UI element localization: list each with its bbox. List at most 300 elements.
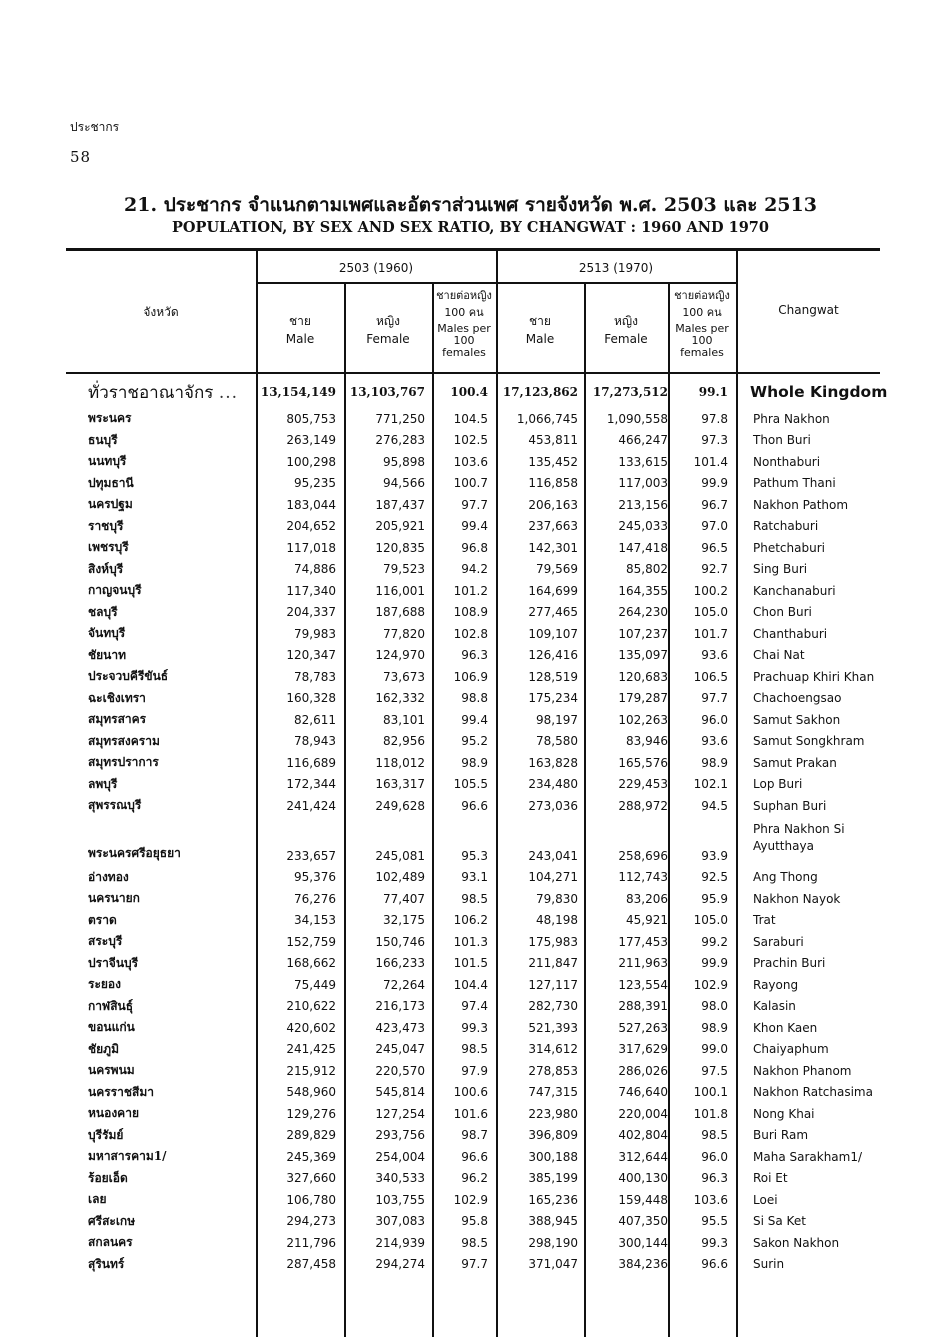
ratio-1970: 98.5 bbox=[701, 1128, 728, 1143]
table-row bbox=[66, 1060, 881, 1082]
ratio-1970: 99.0 bbox=[701, 1042, 728, 1057]
male-1970: 175,234 bbox=[528, 691, 578, 706]
female-1960: 187,437 bbox=[375, 497, 425, 512]
female-1970: 384,236 bbox=[618, 1257, 668, 1272]
header-ratio-english-2: 100 bbox=[453, 334, 475, 347]
ratio-1960: 98.5 bbox=[461, 1042, 488, 1057]
female-1970: 312,644 bbox=[618, 1149, 668, 1164]
female-1960: 249,628 bbox=[375, 798, 425, 813]
changwat-thai-cell bbox=[66, 623, 256, 645]
table-row bbox=[66, 1146, 881, 1168]
changwat-thai: พระนครศรีอยุธยา bbox=[88, 845, 181, 860]
changwat-thai: อ่างทอง bbox=[88, 869, 129, 884]
changwat-english: Loei bbox=[753, 1192, 778, 1207]
female-1970: 400,130 bbox=[618, 1171, 668, 1186]
changwat-thai: ลพบุรี bbox=[88, 776, 118, 791]
male-1970: 282,730 bbox=[528, 999, 578, 1014]
male-1970: 521,393 bbox=[528, 1020, 578, 1035]
male-1970: 116,858 bbox=[528, 476, 578, 491]
changwat-thai: เลย bbox=[88, 1192, 107, 1207]
ratio-1960: 102.9 bbox=[453, 1192, 488, 1207]
changwat-thai-cell bbox=[66, 580, 256, 602]
changwat-thai-cell bbox=[66, 996, 256, 1018]
changwat-english: Chachoengsao bbox=[753, 691, 842, 706]
changwat-english: Nakhon Nayok bbox=[753, 891, 841, 906]
male-1960: 204,652 bbox=[286, 519, 336, 534]
female-1970: 264,230 bbox=[618, 605, 668, 620]
male-1970: 211,847 bbox=[528, 956, 578, 971]
ratio-1970: 99.3 bbox=[701, 1235, 728, 1250]
table-row bbox=[66, 645, 881, 667]
whole-kingdom-row bbox=[66, 376, 881, 408]
header-female-1970 bbox=[584, 315, 668, 346]
table-row bbox=[66, 1168, 881, 1190]
female-1960: 118,012 bbox=[375, 755, 425, 770]
table-title-thai: 21. ประชากร จำแนกตามเพศและอัตราส่วนเพศ รายจังหวัด พ.ศ. 2503 และ 2513 bbox=[124, 194, 817, 216]
changwat-english: Pathum Thani bbox=[753, 476, 836, 491]
changwat-thai: มหาสารคาม1/ bbox=[88, 1149, 167, 1164]
ratio-1970: 105.0 bbox=[693, 913, 728, 928]
male-1960: 241,424 bbox=[286, 798, 336, 813]
female-1970: 147,418 bbox=[618, 540, 668, 555]
changwat-english: Prachuap Khiri Khan bbox=[753, 669, 875, 684]
male-1970: 135,452 bbox=[528, 454, 578, 469]
changwat-thai: ระยอง bbox=[88, 977, 121, 992]
changwat-thai: นครนายก bbox=[88, 891, 140, 906]
population-table bbox=[66, 376, 888, 1275]
changwat-thai-cell bbox=[66, 1146, 256, 1168]
male-1970: 1,066,745 bbox=[516, 411, 578, 426]
changwat-thai-cell bbox=[66, 931, 256, 953]
changwat-english: Kalasin bbox=[753, 999, 796, 1014]
male-1960: 76,276 bbox=[294, 891, 336, 906]
header-ratio-english-3: females bbox=[442, 346, 486, 359]
changwat-thai: ชัยนาท bbox=[88, 647, 127, 662]
changwat-thai-cell bbox=[66, 1168, 256, 1190]
female-1970: 220,004 bbox=[618, 1106, 668, 1121]
table-row bbox=[66, 623, 881, 645]
header-female-thai: หญิง bbox=[376, 314, 400, 328]
changwat-english: Sing Buri bbox=[753, 562, 808, 577]
changwat-english: Phra Nakhon bbox=[753, 411, 830, 426]
female-1970: 211,963 bbox=[618, 956, 668, 971]
female-1960: 245,081 bbox=[375, 848, 425, 863]
male-1960: 294,273 bbox=[286, 1214, 336, 1229]
changwat-thai-cell bbox=[66, 516, 256, 538]
male-1970: 385,199 bbox=[528, 1171, 578, 1186]
changwat-thai-cell bbox=[66, 1211, 256, 1233]
table-row bbox=[66, 817, 881, 867]
male-1960: 95,376 bbox=[294, 870, 336, 885]
ratio-1960: 99.4 bbox=[461, 519, 488, 534]
female-1960: 214,939 bbox=[375, 1235, 425, 1250]
female-1970: 229,453 bbox=[618, 777, 668, 792]
female-1970: 407,350 bbox=[618, 1214, 668, 1229]
changwat-thai-cell bbox=[66, 688, 256, 710]
changwat-english: Khon Kaen bbox=[753, 1020, 818, 1035]
changwat-thai: ประจวบคีรีขันธ์ bbox=[88, 669, 169, 684]
changwat-thai: เพชรบุรี bbox=[88, 540, 129, 555]
changwat-thai-cell bbox=[66, 795, 256, 817]
female-1960: 294,274 bbox=[375, 1257, 425, 1272]
header-bottom-rule bbox=[66, 372, 880, 374]
changwat-english: Chon Buri bbox=[753, 605, 812, 620]
changwat-thai: สุพรรณบุรี bbox=[88, 798, 142, 813]
female-1960: 77,407 bbox=[383, 891, 425, 906]
changwat-thai: สมุทรสงคราม bbox=[88, 733, 160, 748]
changwat-thai: ธนบุรี bbox=[88, 432, 118, 447]
table-row bbox=[66, 752, 881, 774]
female-1960: 73,673 bbox=[383, 669, 425, 684]
female-1970: 466,247 bbox=[618, 433, 668, 448]
table-row bbox=[66, 888, 881, 910]
ratio-1960: 95.8 bbox=[461, 1214, 488, 1229]
table-row bbox=[66, 494, 881, 516]
table-row bbox=[66, 1103, 881, 1125]
male-1970: 78,580 bbox=[536, 734, 578, 749]
ratio-1970: 95.9 bbox=[701, 891, 728, 906]
female-1960: 276,283 bbox=[375, 433, 425, 448]
changwat-thai-cell bbox=[66, 1189, 256, 1211]
male-1960: 152,759 bbox=[286, 934, 336, 949]
male-1970: 128,519 bbox=[528, 669, 578, 684]
ratio-1960: 104.5 bbox=[453, 411, 488, 426]
female-1970: 83,946 bbox=[626, 734, 668, 749]
header-year-1960: 2503 (1960) bbox=[338, 261, 414, 275]
ratio-1970: 100.2 bbox=[693, 583, 728, 598]
ratio-1970: 99.9 bbox=[701, 956, 728, 971]
header-male-1970 bbox=[496, 315, 584, 346]
female-1970: 120,683 bbox=[618, 669, 668, 684]
female-1960: 127,254 bbox=[375, 1106, 425, 1121]
leader-dots: ... bbox=[218, 382, 239, 403]
changwat-english: Chai Nat bbox=[753, 648, 805, 663]
changwat-thai-cell bbox=[66, 752, 256, 774]
female-1960: 205,921 bbox=[375, 519, 425, 534]
ratio-1970: 94.5 bbox=[701, 798, 728, 813]
ratio-1970: 93.6 bbox=[701, 648, 728, 663]
changwat-english: Phetchaburi bbox=[753, 540, 825, 555]
male-1970: 48,198 bbox=[536, 913, 578, 928]
female-1970: 45,921 bbox=[626, 913, 668, 928]
changwat-english: Thon Buri bbox=[753, 433, 811, 448]
male-1960: 420,602 bbox=[286, 1020, 336, 1035]
table-row bbox=[66, 709, 881, 731]
male-1960: 116,689 bbox=[286, 755, 336, 770]
female-1970: 286,026 bbox=[618, 1063, 668, 1078]
changwat-thai-cell bbox=[66, 376, 256, 408]
changwat-thai-cell bbox=[66, 953, 256, 975]
ratio-1960: 98.7 bbox=[461, 1128, 488, 1143]
ratio-1960: 95.3 bbox=[461, 848, 488, 863]
changwat-english: Chanthaburi bbox=[753, 626, 828, 641]
changwat-english: Surin bbox=[753, 1257, 785, 1272]
ratio-1960: 106.9 bbox=[453, 669, 488, 684]
table-row bbox=[66, 1254, 881, 1276]
changwat-thai-cell bbox=[66, 817, 256, 867]
header-male-thai: ชาย bbox=[289, 314, 311, 328]
header-changwat-english: Changwat bbox=[778, 303, 839, 317]
page-number: 58 bbox=[70, 148, 92, 166]
male-1970: 79,569 bbox=[536, 562, 578, 577]
header-ratio-english: Males per bbox=[675, 322, 729, 335]
male-1970: 17,123,862 bbox=[502, 385, 578, 399]
header-ratio-english: Males per bbox=[437, 322, 491, 335]
male-1970: 234,480 bbox=[528, 777, 578, 792]
male-1960: 204,337 bbox=[286, 605, 336, 620]
table-row bbox=[66, 774, 881, 796]
changwat-thai-cell bbox=[66, 1082, 256, 1104]
female-1960: 245,047 bbox=[375, 1042, 425, 1057]
ratio-1960: 101.6 bbox=[453, 1106, 488, 1121]
table-row bbox=[66, 1125, 881, 1147]
table-row bbox=[66, 731, 881, 753]
ratio-1960: 97.4 bbox=[461, 999, 488, 1014]
male-1970: 104,271 bbox=[528, 870, 578, 885]
table-row bbox=[66, 1082, 881, 1104]
changwat-thai-cell bbox=[66, 1232, 256, 1254]
changwat-thai: ศรีสะเกษ bbox=[88, 1213, 136, 1228]
changwat-english: Ratchaburi bbox=[753, 519, 819, 534]
male-1960: 100,298 bbox=[286, 454, 336, 469]
changwat-thai: ร้อยเอ็ด bbox=[88, 1170, 128, 1185]
female-1960: 79,523 bbox=[383, 562, 425, 577]
header-changwat-thai: จังหวัด bbox=[143, 305, 179, 319]
male-1960: 117,340 bbox=[286, 583, 336, 598]
changwat-thai: กาญจนบุรี bbox=[88, 583, 142, 598]
female-1970: 17,273,512 bbox=[592, 385, 668, 399]
header-female-english: Female bbox=[604, 332, 648, 346]
male-1960: 120,347 bbox=[286, 648, 336, 663]
female-1970: 135,097 bbox=[618, 648, 668, 663]
male-1970: 223,980 bbox=[528, 1106, 578, 1121]
female-1970: 402,804 bbox=[618, 1128, 668, 1143]
ratio-1960: 98.5 bbox=[461, 1235, 488, 1250]
changwat-thai: สมุทรสาคร bbox=[88, 712, 147, 727]
header-female-english: Female bbox=[366, 332, 410, 346]
changwat-english: Roi Et bbox=[753, 1171, 788, 1186]
male-1960: 79,983 bbox=[294, 626, 336, 641]
changwat-thai-cell bbox=[66, 910, 256, 932]
ratio-1970: 97.0 bbox=[701, 519, 728, 534]
header-ratio-1970 bbox=[668, 290, 736, 359]
male-1960: 95,235 bbox=[294, 476, 336, 491]
male-1960: 34,153 bbox=[294, 913, 336, 928]
female-1960: 124,970 bbox=[375, 648, 425, 663]
male-1960: 172,344 bbox=[286, 777, 336, 792]
changwat-english: Sakon Nakhon bbox=[753, 1235, 840, 1250]
female-1960: 166,233 bbox=[375, 956, 425, 971]
changwat-thai-cell bbox=[66, 1039, 256, 1061]
female-1960: 307,083 bbox=[375, 1214, 425, 1229]
changwat-thai: นนทบุรี bbox=[88, 454, 127, 469]
female-1970: 102,263 bbox=[618, 712, 668, 727]
male-1970: 127,117 bbox=[528, 977, 578, 992]
female-1960: 77,820 bbox=[383, 626, 425, 641]
changwat-thai: สระบุรี bbox=[88, 934, 123, 949]
ratio-1960: 106.2 bbox=[453, 913, 488, 928]
ratio-1970: 102.1 bbox=[693, 777, 728, 792]
ratio-1960: 98.8 bbox=[461, 691, 488, 706]
table-row bbox=[66, 974, 881, 996]
male-1960: 168,662 bbox=[286, 956, 336, 971]
female-1970: 164,355 bbox=[618, 583, 668, 598]
female-1960: 150,746 bbox=[375, 934, 425, 949]
ratio-1970: 96.3 bbox=[701, 1171, 728, 1186]
female-1970: 83,206 bbox=[626, 891, 668, 906]
male-1970: 273,036 bbox=[528, 798, 578, 813]
female-1970: 213,156 bbox=[618, 497, 668, 512]
male-1960: 233,657 bbox=[286, 848, 336, 863]
ratio-1970: 93.9 bbox=[701, 848, 728, 863]
female-1960: 82,956 bbox=[383, 734, 425, 749]
ratio-1960: 96.2 bbox=[461, 1171, 488, 1186]
changwat-english: Ang Thong bbox=[753, 870, 818, 885]
female-1960: 94,566 bbox=[383, 476, 425, 491]
changwat-thai: ฉะเชิงเทรา bbox=[88, 690, 146, 705]
table-row bbox=[66, 559, 881, 581]
ratio-1960: 100.4 bbox=[450, 385, 488, 399]
changwat-thai: นครราชสีมา bbox=[88, 1084, 154, 1099]
table-row bbox=[66, 795, 881, 817]
male-1970: 396,809 bbox=[528, 1128, 578, 1143]
ratio-1970: 96.0 bbox=[701, 712, 728, 727]
male-1960: 289,829 bbox=[286, 1128, 336, 1143]
female-1970: 258,696 bbox=[618, 848, 668, 863]
ratio-1960: 97.7 bbox=[461, 1257, 488, 1272]
ratio-1960: 102.8 bbox=[453, 626, 488, 641]
female-1970: 177,453 bbox=[618, 934, 668, 949]
changwat-thai-cell bbox=[66, 473, 256, 495]
header-ratio-thai: ชายต่อหญิง bbox=[436, 289, 492, 302]
changwat-english: Samut Sakhon bbox=[753, 712, 841, 727]
female-1960: 95,898 bbox=[383, 454, 425, 469]
male-1970: 142,301 bbox=[528, 540, 578, 555]
changwat-thai-cell bbox=[66, 1254, 256, 1276]
changwat-english: Kanchanaburi bbox=[753, 583, 836, 598]
female-1960: 102,489 bbox=[375, 870, 425, 885]
header-male-english: Male bbox=[285, 332, 315, 346]
changwat-thai: สกลนคร bbox=[88, 1235, 133, 1250]
ratio-1960: 95.2 bbox=[461, 734, 488, 749]
ratio-1960: 98.9 bbox=[461, 755, 488, 770]
table-row bbox=[66, 1189, 881, 1211]
changwat-thai: ปราจีนบุรี bbox=[88, 955, 139, 970]
changwat-thai-cell bbox=[66, 645, 256, 667]
male-1970: 243,041 bbox=[528, 848, 578, 863]
ratio-1970: 101.8 bbox=[693, 1106, 728, 1121]
ratio-1970: 99.1 bbox=[698, 385, 728, 399]
changwat-thai-cell bbox=[66, 559, 256, 581]
female-1960: 220,570 bbox=[375, 1063, 425, 1078]
changwat-english: Whole Kingdom bbox=[750, 383, 888, 401]
male-1970: 388,945 bbox=[528, 1214, 578, 1229]
changwat-thai-cell bbox=[66, 537, 256, 559]
table-body bbox=[66, 376, 888, 1275]
male-1960: 74,886 bbox=[294, 562, 336, 577]
ratio-1970: 97.3 bbox=[701, 433, 728, 448]
changwat-english: Buri Ram bbox=[753, 1128, 809, 1143]
male-1970: 314,612 bbox=[528, 1042, 578, 1057]
male-1970: 298,190 bbox=[528, 1235, 578, 1250]
female-1960: 423,473 bbox=[375, 1020, 425, 1035]
changwat-thai: พระนคร bbox=[88, 411, 132, 426]
female-1960: 103,755 bbox=[375, 1192, 425, 1207]
ratio-1960: 100.6 bbox=[453, 1085, 488, 1100]
ratio-1970: 100.1 bbox=[693, 1085, 728, 1100]
ratio-1970: 106.5 bbox=[693, 669, 728, 684]
female-1960: 13,103,767 bbox=[349, 385, 425, 399]
changwat-english: Suphan Buri bbox=[753, 798, 827, 813]
female-1960: 293,756 bbox=[375, 1128, 425, 1143]
changwat-thai: ตราด bbox=[88, 912, 117, 927]
ratio-1970: 92.7 bbox=[701, 562, 728, 577]
male-1960: 805,753 bbox=[286, 411, 336, 426]
male-1970: 175,983 bbox=[528, 934, 578, 949]
ratio-1970: 101.4 bbox=[693, 454, 728, 469]
ratio-1970: 95.5 bbox=[701, 1214, 728, 1229]
male-1970: 165,236 bbox=[528, 1192, 578, 1207]
table-row bbox=[66, 867, 881, 889]
changwat-english: Saraburi bbox=[753, 934, 804, 949]
male-1960: 215,912 bbox=[286, 1063, 336, 1078]
male-1960: 78,943 bbox=[294, 734, 336, 749]
table-row bbox=[66, 1039, 881, 1061]
male-1960: 117,018 bbox=[286, 540, 336, 555]
male-1970: 163,828 bbox=[528, 755, 578, 770]
changwat-thai-cell bbox=[66, 451, 256, 473]
ratio-1960: 99.3 bbox=[461, 1020, 488, 1035]
ratio-1960: 99.4 bbox=[461, 712, 488, 727]
male-1960: 548,960 bbox=[286, 1085, 336, 1100]
ratio-1960: 96.8 bbox=[461, 540, 488, 555]
male-1960: 241,425 bbox=[286, 1042, 336, 1057]
male-1960: 160,328 bbox=[286, 691, 336, 706]
table-row bbox=[66, 408, 881, 430]
header-year-1970: 2513 (1970) bbox=[578, 261, 654, 275]
table-row bbox=[66, 688, 881, 710]
header-male-english: Male bbox=[525, 332, 555, 346]
changwat-english: Rayong bbox=[753, 977, 799, 992]
changwat-thai: ชลบุรี bbox=[88, 604, 118, 619]
changwat-english: Si Sa Ket bbox=[753, 1214, 806, 1229]
table-row bbox=[66, 931, 881, 953]
top-rule bbox=[66, 248, 880, 251]
ratio-1960: 108.9 bbox=[453, 605, 488, 620]
male-1970: 164,699 bbox=[528, 583, 578, 598]
female-1970: 1,090,558 bbox=[606, 411, 668, 426]
ratio-1970: 98.9 bbox=[701, 1020, 728, 1035]
changwat-thai-cell bbox=[66, 974, 256, 996]
ratio-1970: 96.7 bbox=[701, 497, 728, 512]
ratio-1970: 98.0 bbox=[701, 999, 728, 1014]
ratio-1970: 99.9 bbox=[701, 476, 728, 491]
ratio-1970: 97.8 bbox=[701, 411, 728, 426]
ratio-1970: 99.2 bbox=[701, 934, 728, 949]
female-1970: 85,802 bbox=[626, 562, 668, 577]
female-1970: 133,615 bbox=[618, 454, 668, 469]
table-row bbox=[66, 1017, 881, 1039]
ratio-1960: 96.6 bbox=[461, 1149, 488, 1164]
ratio-1970: 101.7 bbox=[693, 626, 728, 641]
table-title-english: POPULATION, BY SEX AND SEX RATIO, BY CHANGWAT : 1960 AND 1970 bbox=[172, 219, 769, 236]
male-1960: 75,449 bbox=[294, 977, 336, 992]
changwat-thai: นครพนม bbox=[88, 1063, 135, 1078]
changwat-thai: ชัยภูมิ bbox=[88, 1041, 119, 1056]
changwat-thai-cell bbox=[66, 731, 256, 753]
ratio-1960: 104.4 bbox=[453, 977, 488, 992]
changwat-thai-cell bbox=[66, 1017, 256, 1039]
